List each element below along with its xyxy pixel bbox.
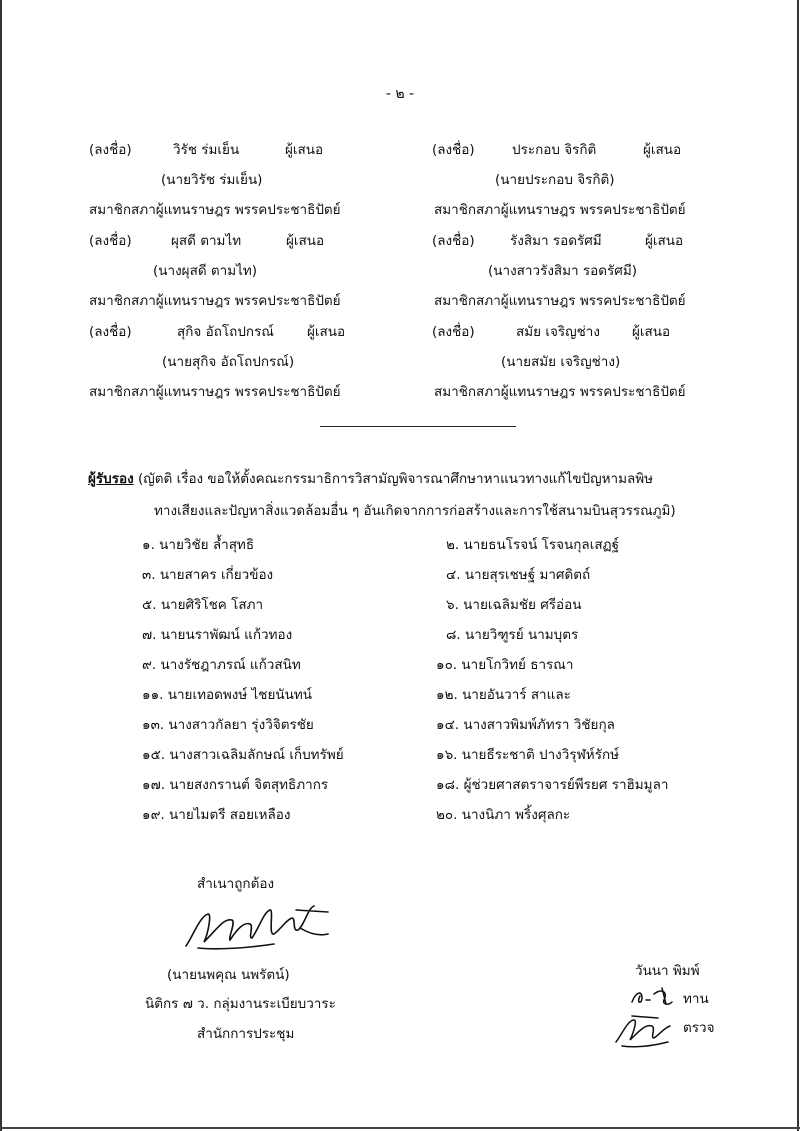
signed-name: ผุสดี ตามไท [171, 233, 242, 249]
endorser-number: ๑๒. [436, 687, 458, 703]
endorser-number: ๑๐. [436, 657, 458, 673]
endorser-name: นายนราพัฒน์ แก้วทอง [160, 627, 293, 643]
page-number: - ๒ - [385, 86, 415, 102]
signatory-position: สมาชิกสภาผู้แทนราษฎร พรรคประชาธิปัตย์ [89, 384, 341, 400]
endorser-item [142, 659, 301, 673]
endorser-number: ๕. [142, 597, 157, 613]
page-edge-right [797, 0, 799, 1131]
endorser-number: ๑๘. [436, 777, 460, 793]
endorser-item [436, 719, 615, 733]
printed-name: (นางสาวรังสิมา รอดรัศมี) [488, 263, 638, 279]
endorser-name: นายอันวาร์ สาและ [462, 687, 571, 703]
signatory-position: สมาชิกสภาผู้แทนราษฎร พรรคประชาธิปัตย์ [434, 293, 686, 309]
certifier-office: สำนักการประชุม [197, 1026, 295, 1042]
endorser-name: นายสงกรานต์ จิตสุทธิภากร [169, 777, 329, 793]
signature-image [178, 898, 338, 960]
endorser-item [142, 569, 273, 583]
endorser-item [142, 779, 328, 793]
endorser-item [142, 599, 263, 613]
endorser-number: ๙. [142, 657, 157, 673]
endorser-number: ๓. [142, 567, 156, 583]
sign-prefix: (ลงชื่อ) [89, 324, 132, 340]
endorser-number: ๔. [446, 567, 461, 583]
sign-prefix: (ลงชื่อ) [432, 324, 475, 340]
endorser-name: นางรัชฎาภรณ์ แก้วสนิท [160, 657, 301, 673]
endorser-name: นางนิภา พริ้งศุลกะ [461, 807, 571, 823]
endorser-item [142, 749, 344, 763]
printed-name: (นายประกอบ จิรกิติ) [495, 172, 615, 188]
endorser-item [446, 629, 578, 643]
signatory-position: สมาชิกสภาผู้แทนราษฎร พรรคประชาธิปัตย์ [434, 384, 686, 400]
sign-prefix: (ลงชื่อ) [432, 142, 475, 158]
signatory-position: สมาชิกสภาผู้แทนราษฎร พรรคประชาธิปัตย์ [89, 202, 341, 218]
sign-prefix: (ลงชื่อ) [89, 233, 132, 249]
printed-name: (นางผุสดี ตามไท) [153, 263, 258, 279]
endorser-item [142, 689, 312, 703]
certified-copy-label: สำเนาถูกต้อง [197, 876, 275, 892]
signed-name: สุกิจ อัถโถปกรณ์ [177, 324, 274, 340]
signed-name: วิรัช ร่มเย็น [173, 142, 240, 158]
endorser-item [142, 809, 291, 823]
printed-name: (นายสมัย เจริญช่าง) [501, 354, 621, 370]
signatory-role: ผู้เสนอ [643, 142, 682, 158]
motion-title-line2: ทางเสียงและปัญหาสิ่งแวดล้อมอื่น ๆ อันเกิดจากการก่อสร้างและการใช้สนามบินสุวรรณภูมิ) [154, 503, 676, 519]
endorser-number: ๑๗. [142, 777, 166, 793]
endorser-name: นายโกวิทย์ ธารณา [461, 657, 574, 673]
section-divider [320, 426, 516, 427]
endorser-number: ๒. [446, 537, 460, 553]
endorser-name: นายวิชัย ล้ำสุทธิ [159, 537, 255, 553]
endorser-number: ๑๙. [142, 807, 165, 823]
signed-name: รังสิมา รอดรัศมี [510, 233, 602, 249]
endorser-name: นางสาวเฉลิมลักษณ์ เก็บทรัพย์ [169, 747, 344, 763]
endorser-number: ๖. [446, 597, 459, 613]
typist-note: วันนา พิมพ์ [635, 963, 700, 979]
page-edge-left [0, 0, 2, 1131]
endorser-name: นางสาวพิมพ์ภัทรา วิชัยกุล [463, 717, 615, 733]
endorser-number: ๑๔. [436, 717, 460, 733]
endorser-number: ๑๓. [142, 717, 165, 733]
endorser-name: นายเฉลิมชัย ศรีอ่อน [463, 597, 582, 613]
signatory-role: ผู้เสนอ [645, 233, 684, 249]
endorser-number: ๑๕. [142, 747, 166, 763]
endorser-name: นายธีระชาติ ปางวิรุฬห์รักษ์ [461, 747, 620, 763]
signed-name: สมัย เจริญช่าง [516, 324, 600, 340]
endorser-item [446, 539, 619, 553]
endorsers-label: ผู้รับรอง [88, 471, 134, 487]
printed-name: (นายสุกิจ อัถโถปกรณ์) [162, 354, 295, 370]
endorser-name: ผู้ช่วยศาสตราจารย์พีรยศ ราฮิมมูลา [463, 777, 669, 793]
signatory-role: ผู้เสนอ [286, 233, 325, 249]
endorser-name: นายเทอดพงษ์ ไชยนันทน์ [167, 687, 312, 703]
certifier-name: (นายนพคุณ นพรัตน์) [167, 967, 290, 983]
endorser-item [142, 629, 292, 643]
endorser-number: ๑. [142, 537, 155, 553]
endorser-item [142, 719, 314, 733]
sign-prefix: (ลงชื่อ) [89, 142, 132, 158]
endorser-name: นายไมตรี สอยเหลือง [169, 807, 291, 823]
endorser-name: นางสาวกัลยา รุ่งวิจิตรชัย [168, 717, 314, 733]
endorser-name: นายวิฑูรย์ นามบุตร [465, 627, 579, 643]
endorser-item [436, 779, 668, 793]
endorser-item [446, 569, 590, 583]
endorser-number: ๗. [142, 627, 157, 643]
page-edge-bottom [0, 1127, 800, 1129]
signatory-position: สมาชิกสภาผู้แทนราษฎร พรรคประชาธิปัตย์ [89, 293, 341, 309]
endorser-item [436, 659, 573, 673]
endorser-number: ๑๖. [436, 747, 458, 763]
printed-name: (นายวิรัช ร่มเย็น) [161, 172, 263, 188]
endorser-item [436, 809, 570, 823]
signatory-role: ผู้เสนอ [285, 142, 324, 158]
reviewer-label: ทาน [683, 991, 709, 1007]
sign-prefix: (ลงชื่อ) [432, 233, 475, 249]
checker-signature [612, 1012, 674, 1050]
endorser-number: ๘. [446, 627, 461, 643]
endorser-item [446, 599, 582, 613]
signatory-role: ผู้เสนอ [307, 324, 346, 340]
initials-mark [628, 984, 678, 1010]
signatory-role: ผู้เสนอ [632, 324, 671, 340]
endorser-number: ๒๐. [436, 807, 458, 823]
endorser-number: ๑๑. [142, 687, 164, 703]
motion-title-line1: (ญัตติ เรื่อง ขอให้ตั้งคณะกรรมาธิการวิสามัญพิจารณาศึกษาหาแนวทางแก้ไขปัญหามลพิษ [133, 471, 654, 487]
checker-label: ตรวจ [683, 1020, 715, 1036]
endorser-name: นายสาคร เกี่ยวข้อง [159, 567, 274, 583]
endorsers-header [88, 463, 748, 527]
signed-name: ประกอบ จิรกิติ [512, 142, 597, 158]
endorser-name: นายศิริโชค โสภา [160, 597, 264, 613]
endorser-item [436, 689, 571, 703]
signatory-position: สมาชิกสภาผู้แทนราษฎร พรรคประชาธิปัตย์ [434, 202, 686, 218]
endorser-item [436, 749, 619, 763]
certifier-position: นิติกร ๗ ว. กลุ่มงานระเบียบวาระ [145, 996, 336, 1012]
endorser-name: นายสุรเชษฐ์ มาศดิตถ์ [464, 567, 591, 583]
endorser-name: นายธนโรจน์ โรจนกุลเสฏฐ์ [463, 537, 620, 553]
endorser-item [142, 539, 254, 553]
